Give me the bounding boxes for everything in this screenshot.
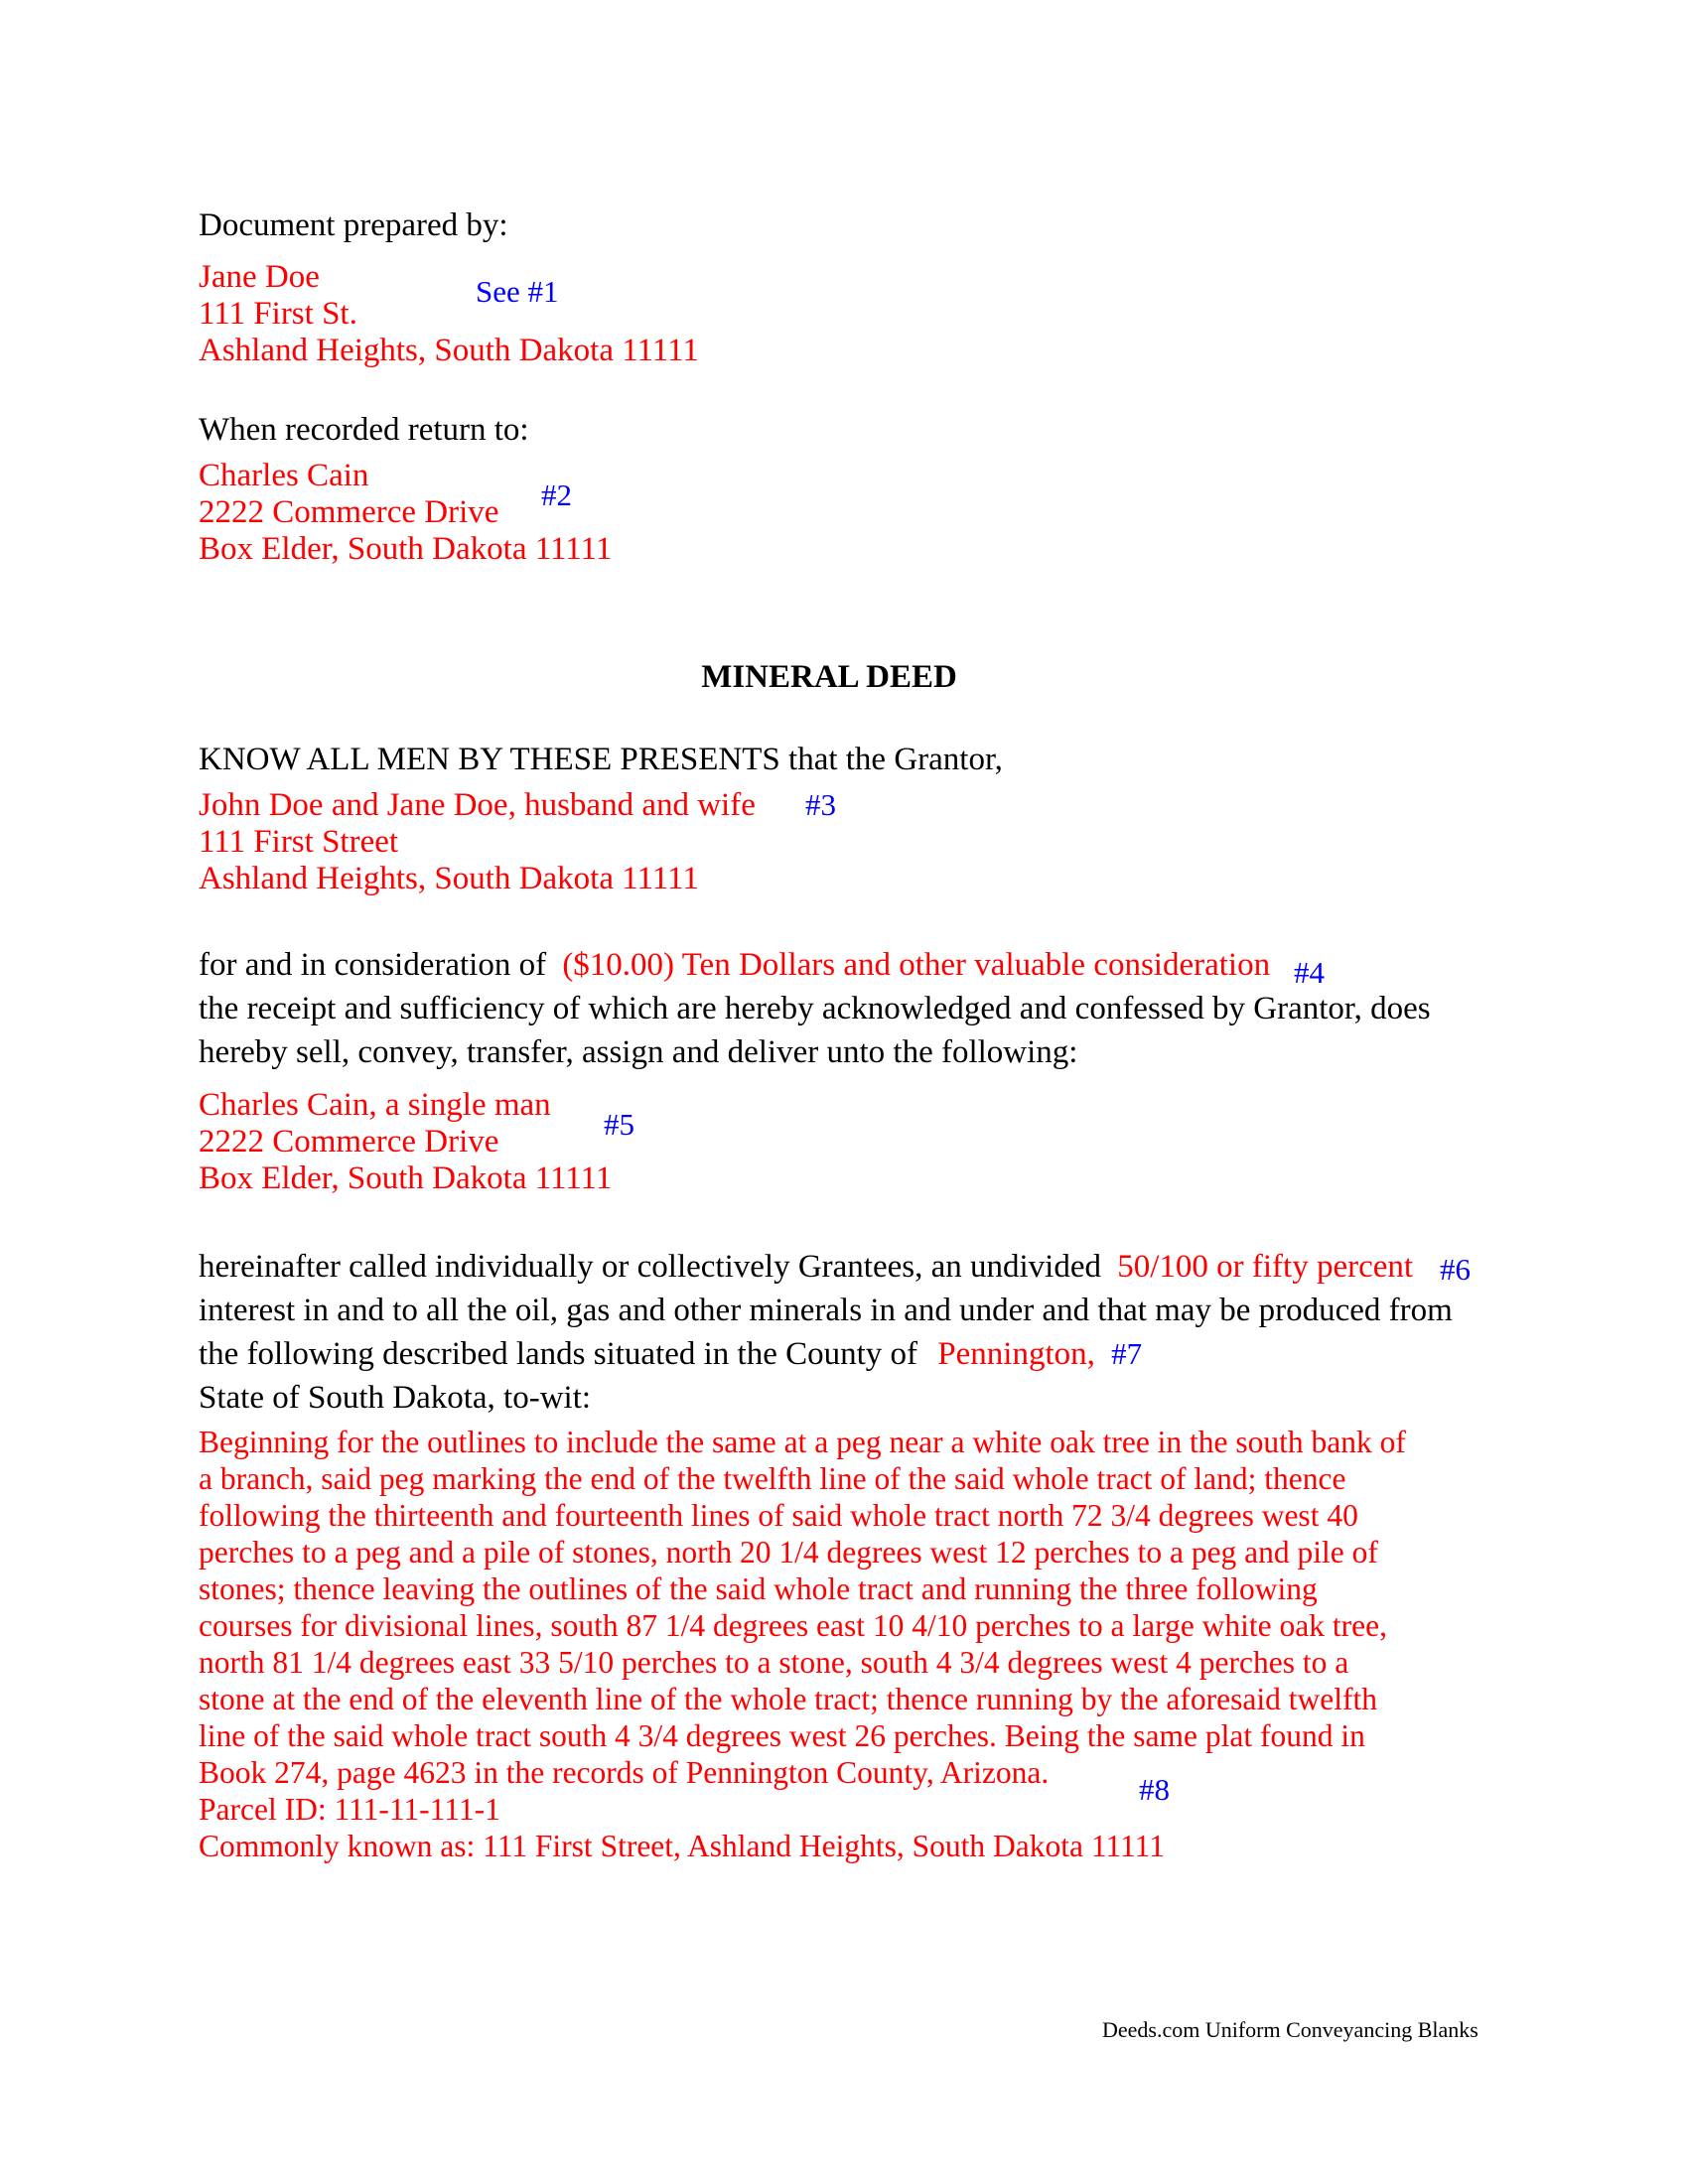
- legal-line: stones; thence leaving the outlines of the said whole tract and running the three following: [199, 1571, 1318, 1606]
- reference-note-7: #7: [1111, 1336, 1143, 1371]
- preparer-city: Ashland Heights, South Dakota 11111: [199, 333, 699, 368]
- grantor-city: Ashland Heights, South Dakota 11111: [199, 861, 699, 896]
- legal-line: line of the said whole tract south 4 3/4 degrees west 26 perches. Being the same plat found in: [199, 1718, 1365, 1753]
- legal-line: Book 274, page 4623 in the records of Pennington County, Arizona.: [199, 1755, 1050, 1790]
- grantee-name: Charles Cain, a single man: [199, 1087, 551, 1123]
- interest-line-3: [199, 1332, 1142, 1376]
- interest-value: 50/100 or fifty percent: [1117, 1249, 1414, 1285]
- legal-line: following the thirteenth and fourteenth lines of said whole tract north 72 3/4 degrees west 40: [199, 1498, 1358, 1533]
- interest-line-1: [199, 1245, 1413, 1289]
- legal-description: [199, 1424, 1406, 1864]
- consideration-line-1: [199, 943, 1270, 987]
- consideration-line-3: hereby sell, convey, transfer, assign and deliver unto the following:: [199, 1034, 1078, 1070]
- county-value: Pennington,: [937, 1336, 1095, 1372]
- legal-line: north 81 1/4 degrees east 33 5/10 perches to a stone, south 4 3/4 degrees west 4 perches to a: [199, 1645, 1349, 1680]
- prepared-by-heading: Document prepared by:: [199, 207, 508, 243]
- reference-note-1: See #1: [476, 274, 559, 309]
- reference-note-5: #5: [604, 1107, 634, 1142]
- reference-note-2: #2: [541, 478, 572, 512]
- reference-note-3: #3: [805, 787, 836, 822]
- grantee-street: 2222 Commerce Drive: [199, 1124, 499, 1160]
- interest-prefix: hereinafter called individually or collectively Grantees, an undivided: [199, 1249, 1101, 1285]
- return-street: 2222 Commerce Drive: [199, 494, 499, 530]
- grantor-name: John Doe and Jane Doe, husband and wife: [199, 787, 756, 823]
- reference-note-8: #8: [1139, 1772, 1170, 1807]
- consideration-line-2: the receipt and sufficiency of which are hereby acknowledged and confessed by Grantor, does: [199, 991, 1431, 1026]
- document-title: MINERAL DEED: [701, 659, 957, 695]
- county-prefix: the following described lands situated in the County of: [199, 1336, 918, 1372]
- parcel-id: Parcel ID: 111-11-111-1: [199, 1792, 500, 1827]
- commonly-known-as: Commonly known as: 111 First Street, Ashland Heights, South Dakota 11111: [199, 1829, 1165, 1863]
- preparer-street: 111 First St.: [199, 296, 357, 332]
- legal-line: perches to a peg and a pile of stones, north 20 1/4 degrees west 12 perches to a peg and pile of: [199, 1535, 1378, 1570]
- reference-note-4: #4: [1294, 955, 1325, 990]
- legal-line: Beginning for the outlines to include the same at a peg near a white oak tree in the south bank of: [199, 1425, 1406, 1459]
- interest-line-2: interest in and to all the oil, gas and other minerals in and under and that may be produced from: [199, 1293, 1453, 1328]
- preparer-name: Jane Doe: [199, 259, 320, 295]
- grantor-street: 111 First Street: [199, 824, 399, 860]
- return-name: Charles Cain: [199, 458, 369, 493]
- return-to-heading: When recorded return to:: [199, 412, 529, 448]
- legal-line: courses for divisional lines, south 87 1/4 degrees east 10 4/10 perches to a large white oak tree,: [199, 1608, 1387, 1643]
- grantor-intro: KNOW ALL MEN BY THESE PRESENTS that the Grantor,: [199, 742, 1003, 777]
- legal-line: a branch, said peg marking the end of the twelfth line of the said whole tract of land; thence: [199, 1461, 1346, 1496]
- footer-credit: Deeds.com Uniform Conveyancing Blanks: [1102, 2017, 1478, 2042]
- grantee-city: Box Elder, South Dakota 11111: [199, 1160, 613, 1196]
- interest-line-4: State of South Dakota, to-wit:: [199, 1380, 592, 1416]
- consideration-prefix: for and in consideration of: [199, 947, 547, 983]
- reference-note-6: #6: [1440, 1252, 1471, 1287]
- return-city: Box Elder, South Dakota 11111: [199, 531, 613, 567]
- consideration-value: ($10.00) Ten Dollars and other valuable consideration: [562, 947, 1271, 983]
- legal-line: stone at the end of the eleventh line of the whole tract; thence running by the aforesaid twelfth: [199, 1682, 1377, 1716]
